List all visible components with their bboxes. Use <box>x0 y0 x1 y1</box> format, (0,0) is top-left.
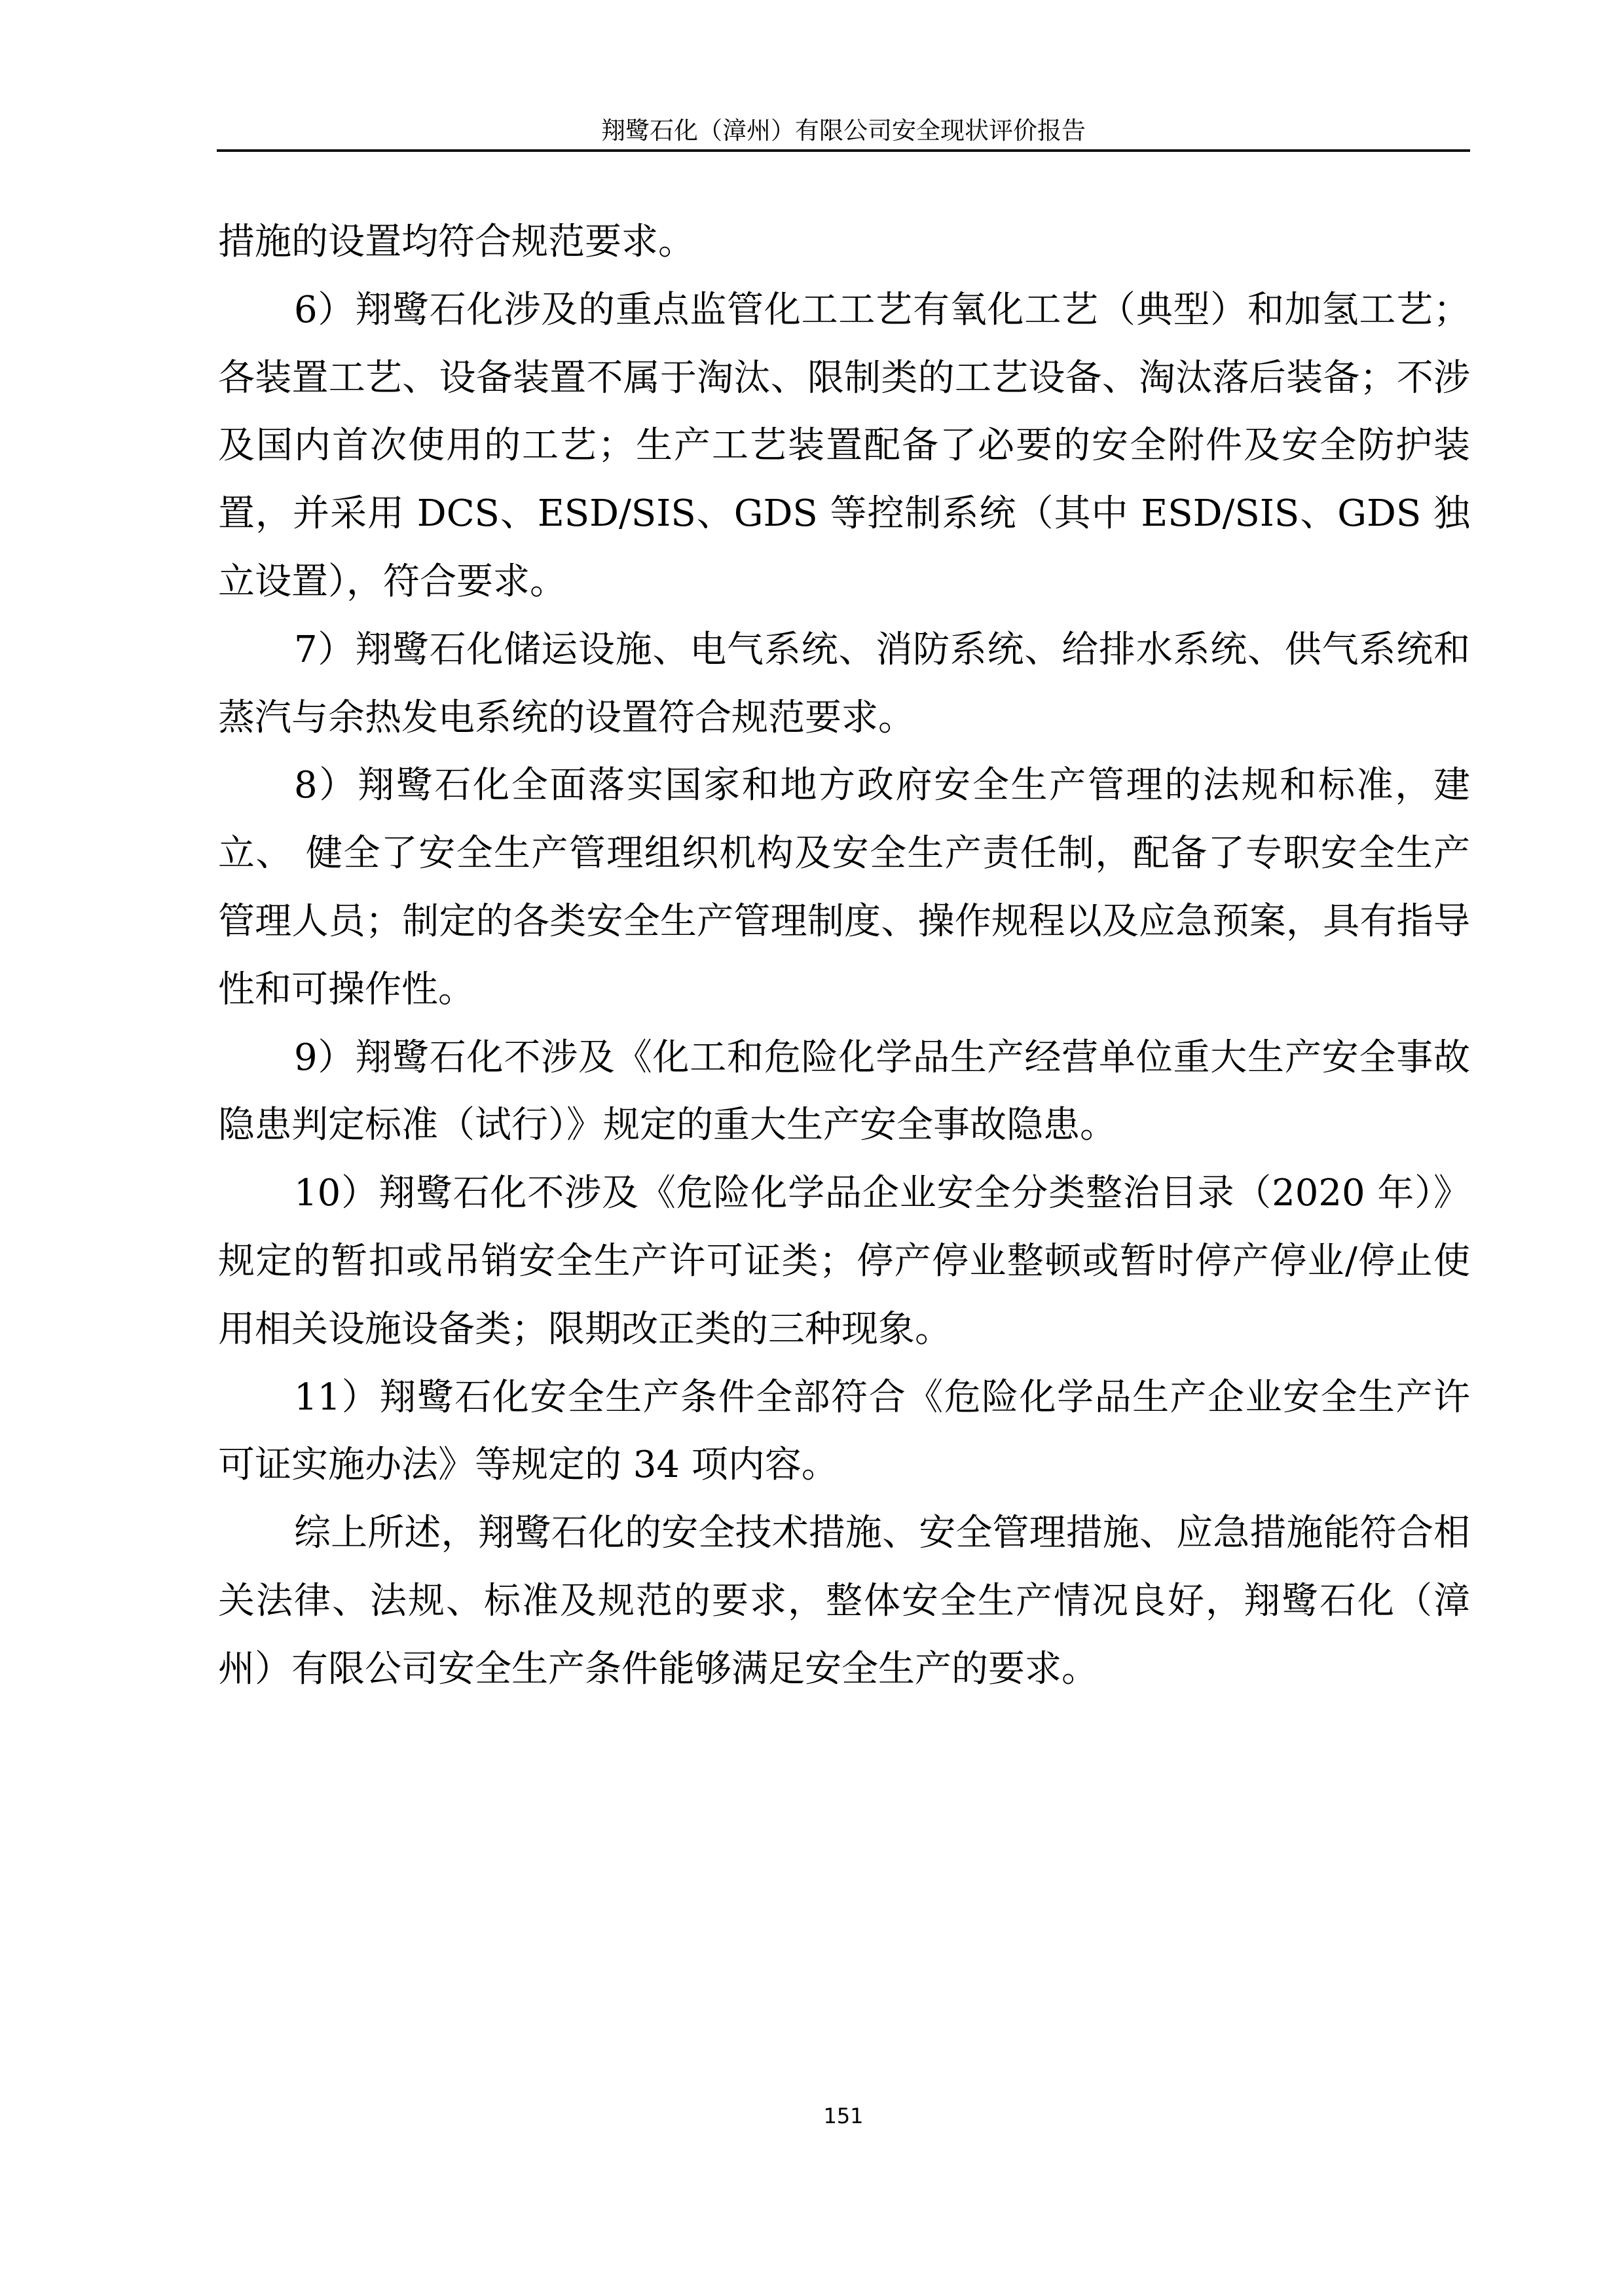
paragraph-item-8: 8）翔鹭石化全面落实国家和地方政府安全生产管理的法规和标准，建立、 健全了安全生产管理组织机构及安全生产责任制，配备了专职安全生产管理人员；制定的各类安全生产管理制度、操作规程以及应急预案，具有指导性和可操作性。 <box>218 764 1470 1011</box>
paragraph-item-9: 9）翔鹭石化不涉及《化工和危险化学品生产经营单位重大生产安全事故隐患判定标准（试行）》规定的重大生产安全事故隐患。 <box>218 1036 1470 1147</box>
page-header-title: 翔鹭石化（漳州）有限公司安全现状评价报告 <box>601 117 1086 145</box>
paragraph-item-10: 10）翔鹭石化不涉及《危险化学品企业安全分类整治目录（2020 年）》规定的暂扣或吊销安全生产许可证类；停产停业整顿或暂时停产停业/停止使用相关设施设备类；限期改正类的三种现象。 <box>218 1172 1470 1351</box>
header-divider <box>217 149 1470 152</box>
report-body <box>218 208 1470 1704</box>
paragraph-continuation: 措施的设置均符合规范要求。 <box>218 221 695 263</box>
paragraph-item-11: 11）翔鹭石化安全生产条件全部符合《危险化学品生产企业安全生产许可证实施办法》等规定的 34 项内容。 <box>218 1376 1470 1487</box>
paragraph-summary: 综上所述，翔鹭石化的安全技术措施、安全管理措施、应急措施能符合相关法律、法规、标准及规范的要求，整体安全生产情况良好，翔鹭石化（漳州）有限公司安全生产条件能够满足安全生产的要求。 <box>218 1512 1470 1690</box>
page-number: 151 <box>823 2104 864 2128</box>
paragraph-item-6: 6）翔鹭石化涉及的重点监管化工工艺有氧化工艺（典型）和加氢工艺；各装置工艺、设备装置不属于淘汰、限制类的工艺设备、淘汰落后装备；不涉及国内首次使用的工艺；生产工艺装置配备了必要的安全附件及安全防护装置，并采用 DCS、ESD/SIS、GDS 等控制系统（其中 ESD/SIS、GDS 独立设置），符合要求。 <box>218 288 1471 603</box>
paragraph-item-7: 7）翔鹭石化储运设施、电气系统、消防系统、给排水系统、供气系统和蒸汽与余热发电系统的设置符合规范要求。 <box>218 628 1470 739</box>
